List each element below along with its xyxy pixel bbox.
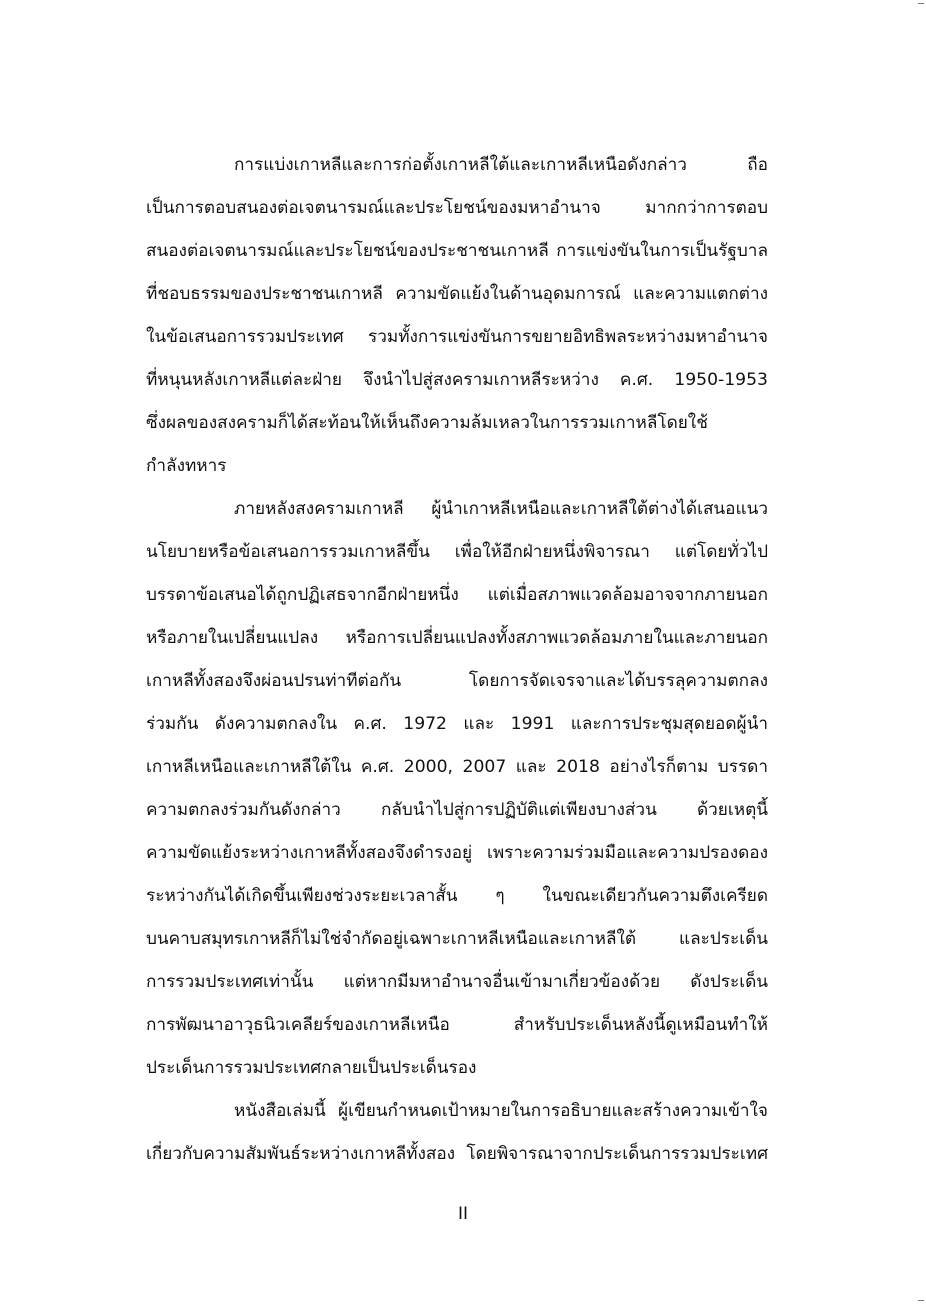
paragraph-2 — [146, 490, 768, 1092]
text-line: การรวมประเทศเท่านั้น แต่หากมีมหาอำนาจอื่นเข้ามาเกี่ยวข้องด้วย ดังประเด็น — [146, 972, 768, 992]
text-line: หนังสือเล่มนี้ ผู้เขียนกำหนดเป้าหมายในการอธิบายและสร้างความเข้าใจ — [234, 1101, 768, 1121]
text-line: เกาหลีเหนือและเกาหลีใต้ใน ค.ศ. 2000, 2007 และ 2018 อย่างไรก็ตาม บรรดา — [146, 757, 768, 777]
text-line: การแบ่งเกาหลีและการก่อตั้งเกาหลีใต้และเกาหลีเหนือดังกล่าว ถือ — [234, 155, 768, 175]
text-line: ภายหลังสงครามเกาหลี ผู้นำเกาหลีเหนือและเกาหลีใต้ต่างได้เสนอแนว — [234, 499, 768, 519]
text-line: เป็นการตอบสนองต่อเจตนารมณ์และประโยชน์ของมหาอำนาจ มากกว่าการตอบ — [146, 198, 768, 218]
text-line: ซึ่งผลของสงครามก็ได้สะท้อนให้เห็นถึงความล้มเหลวในการรวมเกาหลีโดยใช้ — [146, 413, 708, 433]
text-line: ประเด็นการรวมประเทศกลายเป็นประเด็นรอง — [146, 1058, 477, 1078]
page-number: II — [457, 1204, 469, 1224]
crop-mark-bottom — [918, 1300, 924, 1301]
text-line: ที่ชอบธรรมของประชาชนเกาหลี ความขัดแย้งในด้านอุดมการณ์ และความแตกต่าง — [146, 284, 768, 304]
text-line: ความตกลงร่วมกันดังกล่าว กลับนำไปสู่การปฏิบัติแต่เพียงบางส่วน ด้วยเหตุนี้ — [146, 800, 768, 820]
text-line: กำลังทหาร — [146, 456, 227, 476]
text-line: บนคาบสมุทรเกาหลีก็ไม่ใช่จำกัดอยู่เฉพาะเกาหลีเหนือและเกาหลีใต้ และประเด็น — [146, 929, 768, 949]
text-line: เกี่ยวกับความสัมพันธ์ระหว่างเกาหลีทั้งสอง โดยพิจารณาจากประเด็นการรวมประเทศ — [146, 1144, 768, 1164]
text-line: นโยบายหรือข้อเสนอการรวมเกาหลีขึ้น เพื่อให้อีกฝ่ายหนึ่งพิจารณา แต่โดยทั่วไป — [146, 542, 768, 562]
body-text — [146, 146, 768, 1178]
text-line: การพัฒนาอาวุธนิวเคลียร์ของเกาหลีเหนือ สำหรับประเด็นหลังนี้ดูเหมือนทำให้ — [146, 1015, 768, 1035]
text-line: ร่วมกัน ดังความตกลงใน ค.ศ. 1972 และ 1991 และการประชุมสุดยอดผู้นำ — [146, 714, 768, 734]
paragraph-1 — [146, 146, 768, 490]
text-line: บรรดาข้อเสนอได้ถูกปฏิเสธจากอีกฝ่ายหนึ่ง แต่เมื่อสภาพแวดล้อมอาจจากภายนอก — [146, 585, 768, 605]
text-line: ความขัดแย้งระหว่างเกาหลีทั้งสองจึงดำรงอยู่ เพราะความร่วมมือและความปรองดอง — [146, 843, 768, 863]
text-line: หรือภายในเปลี่ยนแปลง หรือการเปลี่ยนแปลงทั้งสภาพแวดล้อมภายในและภายนอก — [146, 628, 768, 648]
crop-mark-top — [918, 3, 924, 4]
text-line: เกาหลีทั้งสองจึงผ่อนปรนท่าทีต่อกัน โดยการจัดเจรจาและได้บรรลุความตกลง — [146, 671, 768, 691]
paragraph-3 — [146, 1092, 768, 1178]
text-line: ในข้อเสนอการรวมประเทศ รวมทั้งการแข่งขันการขยายอิทธิพลระหว่างมหาอำนาจ — [146, 327, 768, 347]
text-line: สนองต่อเจตนารมณ์และประโยชน์ของประชาชนเกาหลี การแข่งขันในการเป็นรัฐบาล — [146, 241, 768, 261]
text-line: ที่หนุนหลังเกาหลีแต่ละฝ่าย จึงนำไปสู่สงครามเกาหลีระหว่าง ค.ศ. 1950-1953 — [146, 370, 768, 390]
text-line: ระหว่างกันได้เกิดขึ้นเพียงช่วงระยะเวลาสั้น ๆ ในขณะเดียวกันความตึงเครียด — [146, 886, 768, 906]
